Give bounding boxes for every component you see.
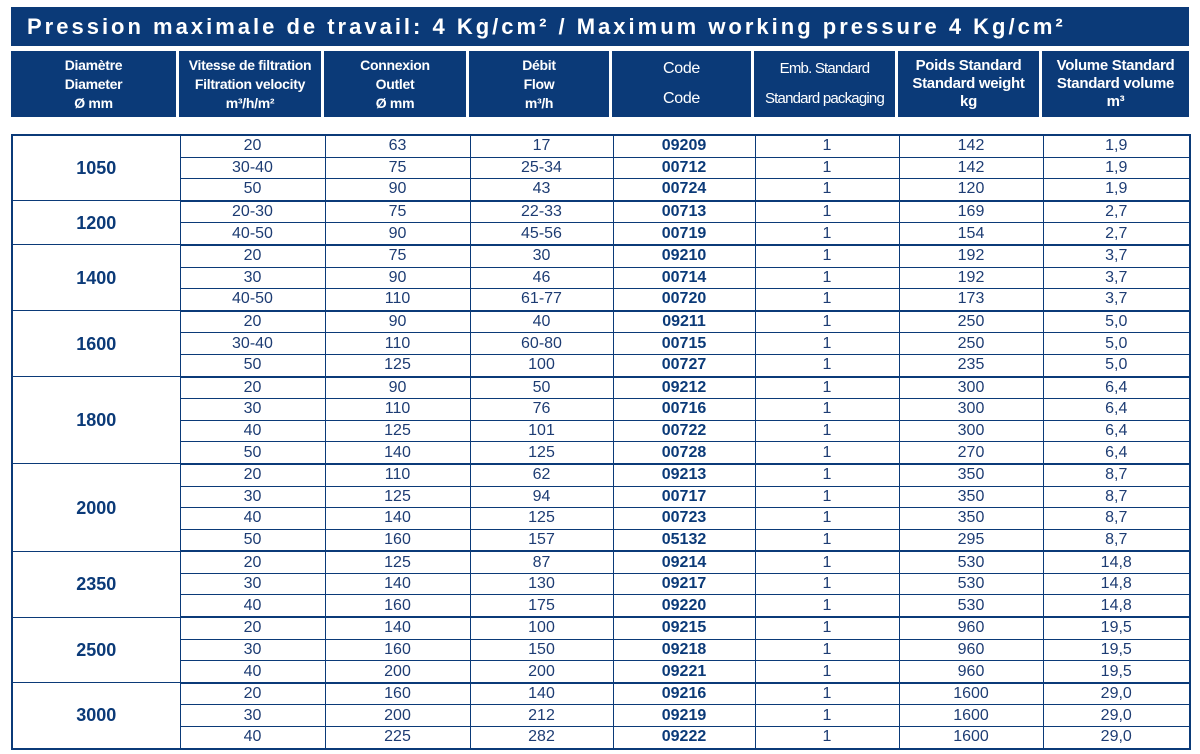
velocity-cell: 30-40 — [180, 333, 325, 355]
weight-cell: 1600 — [899, 705, 1043, 727]
header-line: Code — [662, 60, 701, 77]
table-header — [11, 51, 1189, 117]
weight-cell: 192 — [899, 267, 1043, 289]
diameter-cell: 1800 — [12, 377, 180, 464]
diameter-cell: 2350 — [12, 551, 180, 617]
header-line: m³/h — [524, 94, 554, 111]
code-cell: 00712 — [613, 157, 755, 179]
outlet-cell: 110 — [325, 464, 470, 486]
packaging-cell: 1 — [755, 617, 899, 639]
packaging-cell: 1 — [755, 157, 899, 179]
diameter-cell: 1200 — [12, 201, 180, 245]
weight-cell: 530 — [899, 573, 1043, 595]
code-cell: 05132 — [613, 529, 755, 551]
flow-cell: 61-77 — [470, 289, 613, 311]
code-cell: 09212 — [613, 377, 755, 399]
code-cell: 09214 — [613, 551, 755, 573]
weight-cell: 350 — [899, 486, 1043, 508]
packaging-cell: 1 — [755, 486, 899, 508]
packaging-cell: 1 — [755, 573, 899, 595]
packaging-cell: 1 — [755, 595, 899, 617]
volume-cell: 5,0 — [1043, 333, 1190, 355]
outlet-cell: 160 — [325, 595, 470, 617]
weight-cell: 154 — [899, 223, 1043, 245]
volume-cell: 14,8 — [1043, 595, 1190, 617]
outlet-cell: 75 — [325, 201, 470, 223]
code-cell: 00719 — [613, 223, 755, 245]
weight-cell: 300 — [899, 420, 1043, 442]
header-line: Outlet — [375, 75, 415, 92]
volume-cell: 29,0 — [1043, 727, 1190, 749]
velocity-cell: 20 — [180, 135, 325, 157]
weight-cell: 530 — [899, 551, 1043, 573]
code-cell: 00728 — [613, 442, 755, 464]
packaging-cell: 1 — [755, 377, 899, 399]
volume-cell: 3,7 — [1043, 289, 1190, 311]
table-row — [12, 311, 1190, 333]
volume-cell: 14,8 — [1043, 573, 1190, 595]
velocity-cell: 20 — [180, 551, 325, 573]
velocity-cell: 40-50 — [180, 223, 325, 245]
flow-cell: 40 — [470, 311, 613, 333]
code-cell: 09216 — [613, 683, 755, 705]
weight-cell: 300 — [899, 377, 1043, 399]
packaging-cell: 1 — [755, 508, 899, 530]
weight-cell: 250 — [899, 311, 1043, 333]
volume-cell: 8,7 — [1043, 464, 1190, 486]
header-line: Connexion — [360, 56, 430, 73]
table-row — [12, 595, 1190, 617]
volume-cell: 19,5 — [1043, 617, 1190, 639]
weight-cell: 960 — [899, 617, 1043, 639]
table-row — [12, 420, 1190, 442]
volume-cell: 19,5 — [1043, 661, 1190, 683]
diameter-cell: 3000 — [12, 683, 180, 749]
header-line: Vitesse de filtration — [188, 56, 312, 73]
outlet-cell: 110 — [325, 399, 470, 421]
volume-cell: 2,7 — [1043, 223, 1190, 245]
diameter-cell: 1050 — [12, 135, 180, 201]
table-row — [12, 267, 1190, 289]
outlet-cell: 125 — [325, 551, 470, 573]
packaging-cell: 1 — [755, 245, 899, 267]
table-row — [12, 399, 1190, 421]
flow-cell: 30 — [470, 245, 613, 267]
volume-cell: 19,5 — [1043, 639, 1190, 661]
table-row — [12, 551, 1190, 573]
header-volume — [1042, 51, 1189, 117]
table-row — [12, 529, 1190, 551]
volume-cell: 29,0 — [1043, 683, 1190, 705]
header-line: m³/h/m² — [225, 94, 275, 111]
flow-cell: 62 — [470, 464, 613, 486]
header-line: kg — [960, 93, 977, 110]
volume-cell: 5,0 — [1043, 311, 1190, 333]
flow-cell: 282 — [470, 727, 613, 749]
weight-cell: 295 — [899, 529, 1043, 551]
code-cell: 00717 — [613, 486, 755, 508]
velocity-cell: 50 — [180, 529, 325, 551]
weight-cell: 142 — [899, 157, 1043, 179]
table-row — [12, 179, 1190, 201]
outlet-cell: 125 — [325, 486, 470, 508]
packaging-cell: 1 — [755, 311, 899, 333]
header-flow — [469, 51, 609, 117]
velocity-cell: 40 — [180, 727, 325, 749]
diameter-cell: 2500 — [12, 617, 180, 683]
flow-cell: 125 — [470, 442, 613, 464]
weight-cell: 350 — [899, 508, 1043, 530]
flow-cell: 101 — [470, 420, 613, 442]
table-row — [12, 639, 1190, 661]
volume-cell: 1,9 — [1043, 135, 1190, 157]
volume-cell: 29,0 — [1043, 705, 1190, 727]
code-cell: 09222 — [613, 727, 755, 749]
outlet-cell: 75 — [325, 157, 470, 179]
outlet-cell: 140 — [325, 617, 470, 639]
volume-cell: 14,8 — [1043, 551, 1190, 573]
header-outlet — [324, 51, 466, 117]
weight-cell: 350 — [899, 464, 1043, 486]
volume-cell: 3,7 — [1043, 267, 1190, 289]
volume-cell: 6,4 — [1043, 442, 1190, 464]
weight-cell: 250 — [899, 333, 1043, 355]
weight-cell: 142 — [899, 135, 1043, 157]
packaging-cell: 1 — [755, 551, 899, 573]
outlet-cell: 140 — [325, 508, 470, 530]
table-row — [12, 377, 1190, 399]
header-line: Filtration velocity — [194, 75, 306, 92]
flow-cell: 100 — [470, 617, 613, 639]
volume-cell: 1,9 — [1043, 179, 1190, 201]
flow-cell: 76 — [470, 399, 613, 421]
volume-cell: 2,7 — [1043, 201, 1190, 223]
volume-cell: 8,7 — [1043, 529, 1190, 551]
code-cell: 09219 — [613, 705, 755, 727]
packaging-cell: 1 — [755, 442, 899, 464]
velocity-cell: 30 — [180, 573, 325, 595]
velocity-cell: 20-30 — [180, 201, 325, 223]
volume-cell: 5,0 — [1043, 354, 1190, 376]
weight-cell: 1600 — [899, 727, 1043, 749]
flow-cell: 157 — [470, 529, 613, 551]
table-row — [12, 223, 1190, 245]
code-cell: 00716 — [613, 399, 755, 421]
code-cell: 09215 — [613, 617, 755, 639]
weight-cell: 960 — [899, 661, 1043, 683]
diameter-cell: 1400 — [12, 245, 180, 311]
code-cell: 09209 — [613, 135, 755, 157]
outlet-cell: 160 — [325, 529, 470, 551]
velocity-cell: 30-40 — [180, 157, 325, 179]
flow-cell: 130 — [470, 573, 613, 595]
packaging-cell: 1 — [755, 201, 899, 223]
outlet-cell: 90 — [325, 377, 470, 399]
table-row — [12, 617, 1190, 639]
header-line: Standard packaging — [764, 90, 885, 107]
packaging-cell: 1 — [755, 179, 899, 201]
packaging-cell: 1 — [755, 727, 899, 749]
header-line: Poids Standard — [915, 57, 1022, 74]
weight-cell: 270 — [899, 442, 1043, 464]
code-cell: 00720 — [613, 289, 755, 311]
weight-cell: 530 — [899, 595, 1043, 617]
velocity-cell: 30 — [180, 486, 325, 508]
velocity-cell: 30 — [180, 639, 325, 661]
outlet-cell: 90 — [325, 267, 470, 289]
weight-cell: 173 — [899, 289, 1043, 311]
header-line: Standard weight — [912, 75, 1025, 92]
header-diameter — [11, 51, 176, 117]
weight-cell: 169 — [899, 201, 1043, 223]
table-title: Pression maximale de travail: 4 Kg/cm² / Maximum working pressure 4 Kg/cm² — [11, 7, 1189, 46]
table-row — [12, 486, 1190, 508]
header-line: Diamètre — [64, 56, 123, 73]
table-row — [12, 201, 1190, 223]
packaging-cell: 1 — [755, 135, 899, 157]
flow-cell: 212 — [470, 705, 613, 727]
velocity-cell: 40 — [180, 420, 325, 442]
outlet-cell: 90 — [325, 311, 470, 333]
outlet-cell: 90 — [325, 223, 470, 245]
code-cell: 00715 — [613, 333, 755, 355]
velocity-cell: 50 — [180, 442, 325, 464]
packaging-cell: 1 — [755, 661, 899, 683]
packaging-cell: 1 — [755, 399, 899, 421]
velocity-cell: 20 — [180, 311, 325, 333]
outlet-cell: 125 — [325, 354, 470, 376]
volume-cell: 8,7 — [1043, 486, 1190, 508]
flow-cell: 125 — [470, 508, 613, 530]
packaging-cell: 1 — [755, 354, 899, 376]
header-line: Volume Standard — [1056, 57, 1175, 74]
table-row — [12, 573, 1190, 595]
code-cell: 00727 — [613, 354, 755, 376]
flow-cell: 46 — [470, 267, 613, 289]
weight-cell: 235 — [899, 354, 1043, 376]
packaging-cell: 1 — [755, 333, 899, 355]
flow-cell: 50 — [470, 377, 613, 399]
header-line: Standard volume — [1056, 75, 1175, 92]
weight-cell: 1600 — [899, 683, 1043, 705]
packaging-cell: 1 — [755, 639, 899, 661]
flow-cell: 100 — [470, 354, 613, 376]
header-weight — [898, 51, 1039, 117]
velocity-cell: 20 — [180, 245, 325, 267]
code-cell: 00724 — [613, 179, 755, 201]
velocity-cell: 50 — [180, 354, 325, 376]
volume-cell: 6,4 — [1043, 377, 1190, 399]
flow-cell: 150 — [470, 639, 613, 661]
outlet-cell: 160 — [325, 683, 470, 705]
velocity-cell: 20 — [180, 683, 325, 705]
code-cell: 09218 — [613, 639, 755, 661]
outlet-cell: 90 — [325, 179, 470, 201]
header-line: Ø mm — [375, 94, 415, 111]
packaging-cell: 1 — [755, 464, 899, 486]
flow-cell: 200 — [470, 661, 613, 683]
volume-cell: 1,9 — [1043, 157, 1190, 179]
flow-cell: 22-33 — [470, 201, 613, 223]
velocity-cell: 30 — [180, 267, 325, 289]
flow-cell: 175 — [470, 595, 613, 617]
code-cell: 00722 — [613, 420, 755, 442]
outlet-cell: 160 — [325, 639, 470, 661]
velocity-cell: 30 — [180, 399, 325, 421]
weight-cell: 960 — [899, 639, 1043, 661]
code-cell: 09221 — [613, 661, 755, 683]
table-row — [12, 705, 1190, 727]
flow-cell: 87 — [470, 551, 613, 573]
velocity-cell: 40 — [180, 661, 325, 683]
table-row — [12, 354, 1190, 376]
velocity-cell: 40 — [180, 508, 325, 530]
outlet-cell: 63 — [325, 135, 470, 157]
diameter-cell: 2000 — [12, 464, 180, 551]
outlet-cell: 225 — [325, 727, 470, 749]
flow-cell: 140 — [470, 683, 613, 705]
table-row — [12, 333, 1190, 355]
flow-cell: 60-80 — [470, 333, 613, 355]
flow-cell: 43 — [470, 179, 613, 201]
flow-cell: 94 — [470, 486, 613, 508]
header-line: Ø mm — [74, 94, 113, 111]
velocity-cell: 20 — [180, 377, 325, 399]
flow-cell: 25-34 — [470, 157, 613, 179]
table-row — [12, 442, 1190, 464]
header-velocity — [179, 51, 321, 117]
weight-cell: 120 — [899, 179, 1043, 201]
packaging-cell: 1 — [755, 267, 899, 289]
velocity-cell: 30 — [180, 705, 325, 727]
packaging-cell: 1 — [755, 420, 899, 442]
header-packaging — [754, 51, 895, 117]
table-row — [12, 727, 1190, 749]
packaging-cell: 1 — [755, 529, 899, 551]
code-cell: 09220 — [613, 595, 755, 617]
velocity-cell: 20 — [180, 617, 325, 639]
outlet-cell: 200 — [325, 661, 470, 683]
outlet-cell: 110 — [325, 333, 470, 355]
code-cell: 09213 — [613, 464, 755, 486]
header-line: Débit — [522, 56, 556, 73]
diameter-cell: 1600 — [12, 311, 180, 377]
outlet-cell: 125 — [325, 420, 470, 442]
volume-cell: 8,7 — [1043, 508, 1190, 530]
weight-cell: 300 — [899, 399, 1043, 421]
header-line: Code — [662, 90, 701, 107]
table-row — [12, 683, 1190, 705]
outlet-cell: 75 — [325, 245, 470, 267]
flow-cell: 45-56 — [470, 223, 613, 245]
code-cell: 09217 — [613, 573, 755, 595]
table-row — [12, 245, 1190, 267]
header-line: Diameter — [64, 75, 123, 92]
table-row — [12, 661, 1190, 683]
velocity-cell: 20 — [180, 464, 325, 486]
volume-cell: 3,7 — [1043, 245, 1190, 267]
code-cell: 00714 — [613, 267, 755, 289]
table-row — [12, 508, 1190, 530]
volume-cell: 6,4 — [1043, 420, 1190, 442]
outlet-cell: 200 — [325, 705, 470, 727]
outlet-cell: 140 — [325, 442, 470, 464]
header-line: m³ — [1106, 93, 1125, 110]
packaging-cell: 1 — [755, 683, 899, 705]
code-cell: 09211 — [613, 311, 755, 333]
outlet-cell: 110 — [325, 289, 470, 311]
velocity-cell: 50 — [180, 179, 325, 201]
table-row — [12, 135, 1190, 157]
code-cell: 00713 — [613, 201, 755, 223]
header-line: Emb. Standard — [779, 60, 870, 77]
packaging-cell: 1 — [755, 223, 899, 245]
header-code — [612, 51, 751, 117]
weight-cell: 192 — [899, 245, 1043, 267]
packaging-cell: 1 — [755, 705, 899, 727]
table-row — [12, 157, 1190, 179]
flow-cell: 17 — [470, 135, 613, 157]
code-cell: 09210 — [613, 245, 755, 267]
product-table — [11, 134, 1191, 750]
volume-cell: 6,4 — [1043, 399, 1190, 421]
table-row — [12, 464, 1190, 486]
outlet-cell: 140 — [325, 573, 470, 595]
table-row — [12, 289, 1190, 311]
code-cell: 00723 — [613, 508, 755, 530]
table-body — [12, 135, 1190, 749]
packaging-cell: 1 — [755, 289, 899, 311]
velocity-cell: 40-50 — [180, 289, 325, 311]
header-line: Flow — [523, 75, 555, 92]
velocity-cell: 40 — [180, 595, 325, 617]
